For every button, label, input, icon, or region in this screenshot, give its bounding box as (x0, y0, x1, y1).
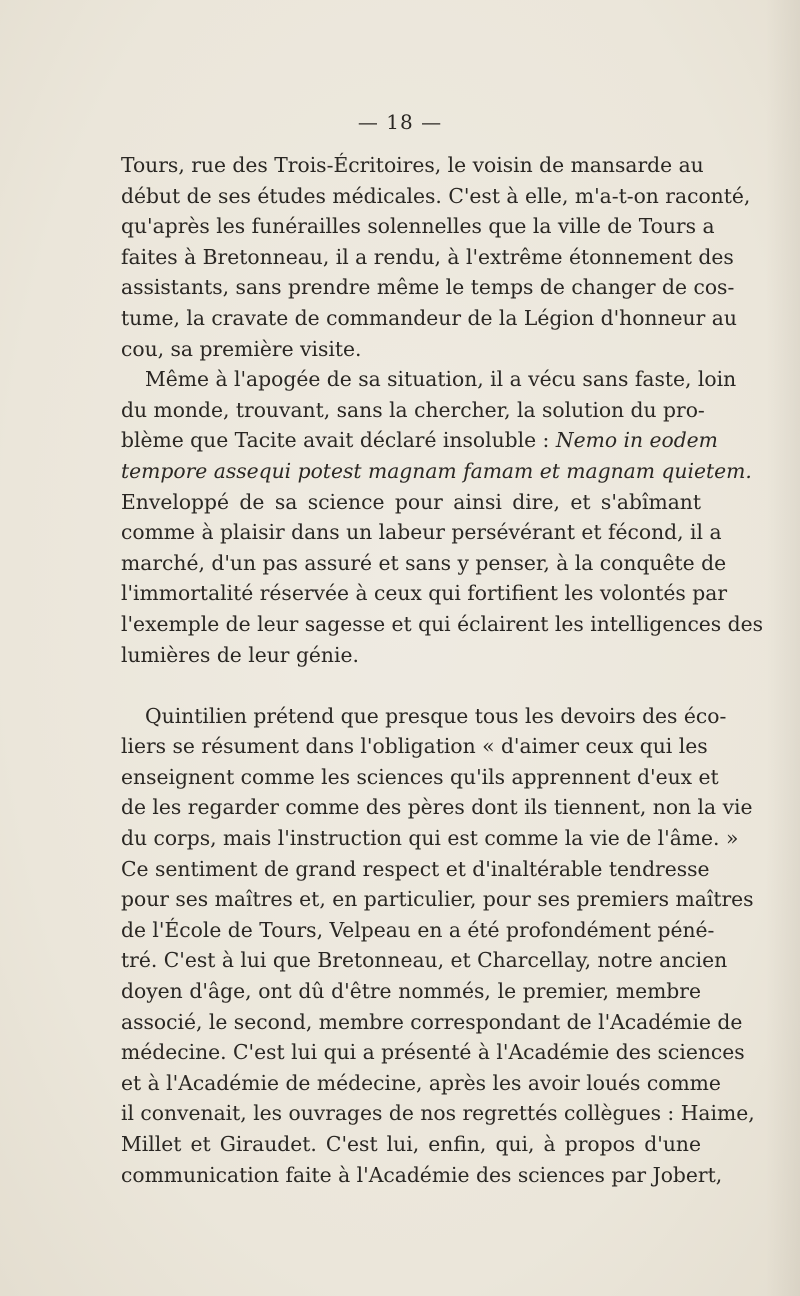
text-line: de l'École de Tours, Velpeau en a été profondément péné- (121, 917, 715, 942)
text-line: qu'après les funérailles solennelles que la ville de Tours a (121, 214, 715, 239)
text-line: Enveloppé de sa science pour ainsi dire, et s'abîmant (121, 489, 701, 514)
latin-quote-italic: Nemo in eodem (555, 428, 718, 453)
text-line: l'exemple de leur sagesse et qui éclairent les intelligences des (121, 611, 764, 636)
text-line: Ce sentiment de grand respect et d'inaltérable tendresse (121, 856, 710, 881)
text-line-mixed (121, 425, 718, 456)
text-line: du monde, trouvant, sans la chercher, la solution du pro- (121, 397, 705, 422)
text-line: de les regarder comme des pères dont ils tiennent, non la vie (121, 795, 753, 820)
paragraph-gap (121, 670, 701, 701)
text-line: faites à Bretonneau, il a rendu, à l'extrême étonnement des (121, 244, 734, 269)
text-line: et à l'Académie de médecine, après les avoir loués comme (121, 1070, 721, 1095)
latin-quote-italic-line: tempore assequi potest magnam famam et magnam quietem. (121, 458, 752, 483)
text-line: Tours, rue des Trois-Écritoires, le voisin de mansarde au (121, 153, 704, 177)
text-line: il convenait, les ouvrages de nos regrettés collègues : Haime, (121, 1101, 755, 1126)
text-line: lumières de leur génie. (121, 642, 359, 667)
text-line: tré. C'est à lui que Bretonneau, et Charcellay, notre ancien (121, 948, 728, 973)
text-line: marché, d'un pas assuré et sans y penser, à la conquête de (121, 550, 727, 575)
text-line: associé, le second, membre correspondant de l'Académie de (121, 1009, 743, 1034)
text-line: enseignent comme les sciences qu'ils apprennent d'eux et (121, 764, 719, 789)
text-line: Quintilien prétend que presque tous les devoirs des éco- (145, 703, 727, 728)
text-line: communication faite à l'Académie des sciences par Jobert, (121, 1162, 723, 1187)
text-line: l'immortalité réservée à ceux qui fortifient les volontés par (121, 581, 728, 606)
text-line: Millet et Giraudet. C'est lui, enfin, qui, à propos d'une (121, 1132, 701, 1156)
text-line: comme à plaisir dans un labeur persévérant et fécond, il a (121, 520, 722, 545)
text-line: tume, la cravate de commandeur de la Légion d'honneur au (121, 305, 737, 330)
text-line: assistants, sans prendre même le temps de changer de cos- (121, 275, 735, 300)
text-line: doyen d'âge, ont dû d'être nommés, le premier, membre (121, 979, 701, 1004)
text-line: Même à l'apogée de sa situation, il a vécu sans faste, loin (145, 367, 737, 392)
page-edge-shadow (766, 0, 800, 1296)
text-line: début de ses études médicales. C'est à elle, m'a-t-on raconté, (121, 183, 751, 208)
text-line: pour ses maîtres et, en particulier, pour ses premiers maîtres (121, 887, 754, 912)
page-number: — 18 — (357, 110, 443, 134)
body-text (121, 150, 764, 1190)
text-line: cou, sa première visite. (121, 336, 362, 361)
text-run: blème que Tacite avait déclaré insoluble : (121, 428, 556, 453)
text-line: du corps, mais l'instruction qui est comme la vie de l'âme. » (121, 826, 739, 851)
text-line: médecine. C'est lui qui a présenté à l'Académie des sciences (121, 1040, 745, 1065)
text-line: liers se résument dans l'obligation « d'aimer ceux qui les (121, 734, 708, 759)
